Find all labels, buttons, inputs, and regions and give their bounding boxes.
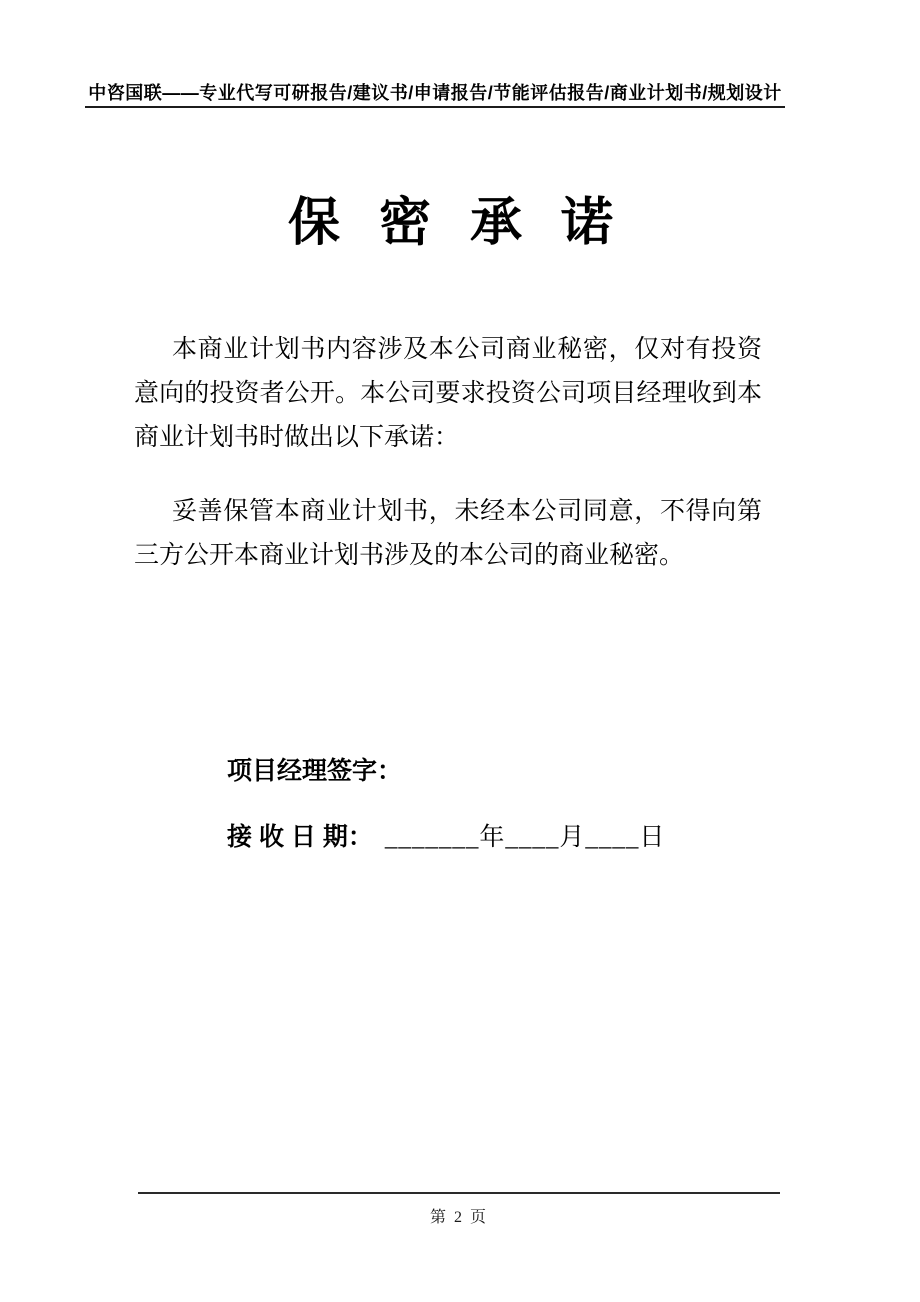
header-divider xyxy=(85,106,785,108)
page-title: 保密承诺 xyxy=(287,192,652,253)
receive-date-line xyxy=(227,822,665,853)
footer-divider xyxy=(138,1192,780,1194)
manager-signature-label: 项目经理签字： xyxy=(227,757,403,785)
page-number: 第 2 页 xyxy=(429,1209,488,1226)
receive-date-label: 接 收 日 期： xyxy=(227,823,373,851)
receive-date-blanks: _______年____月____日 xyxy=(384,824,666,851)
paragraph: 本商业计划书内容涉及本公司商业秘密，仅对有投资意向的投资者公开。本公司要求投资公司项目经理收到本商业计划书时做出以下承诺： xyxy=(134,336,762,451)
body-text xyxy=(134,328,762,608)
paragraph: 妥善保管本商业计划书，未经本公司同意，不得向第三方公开本商业计划书涉及的本公司的商业秘密。 xyxy=(134,498,762,569)
page-header: 中咨国联——专业代写可研报告/建议书/申请报告/节能评估报告/商业计划书/规划设计 xyxy=(88,83,782,103)
